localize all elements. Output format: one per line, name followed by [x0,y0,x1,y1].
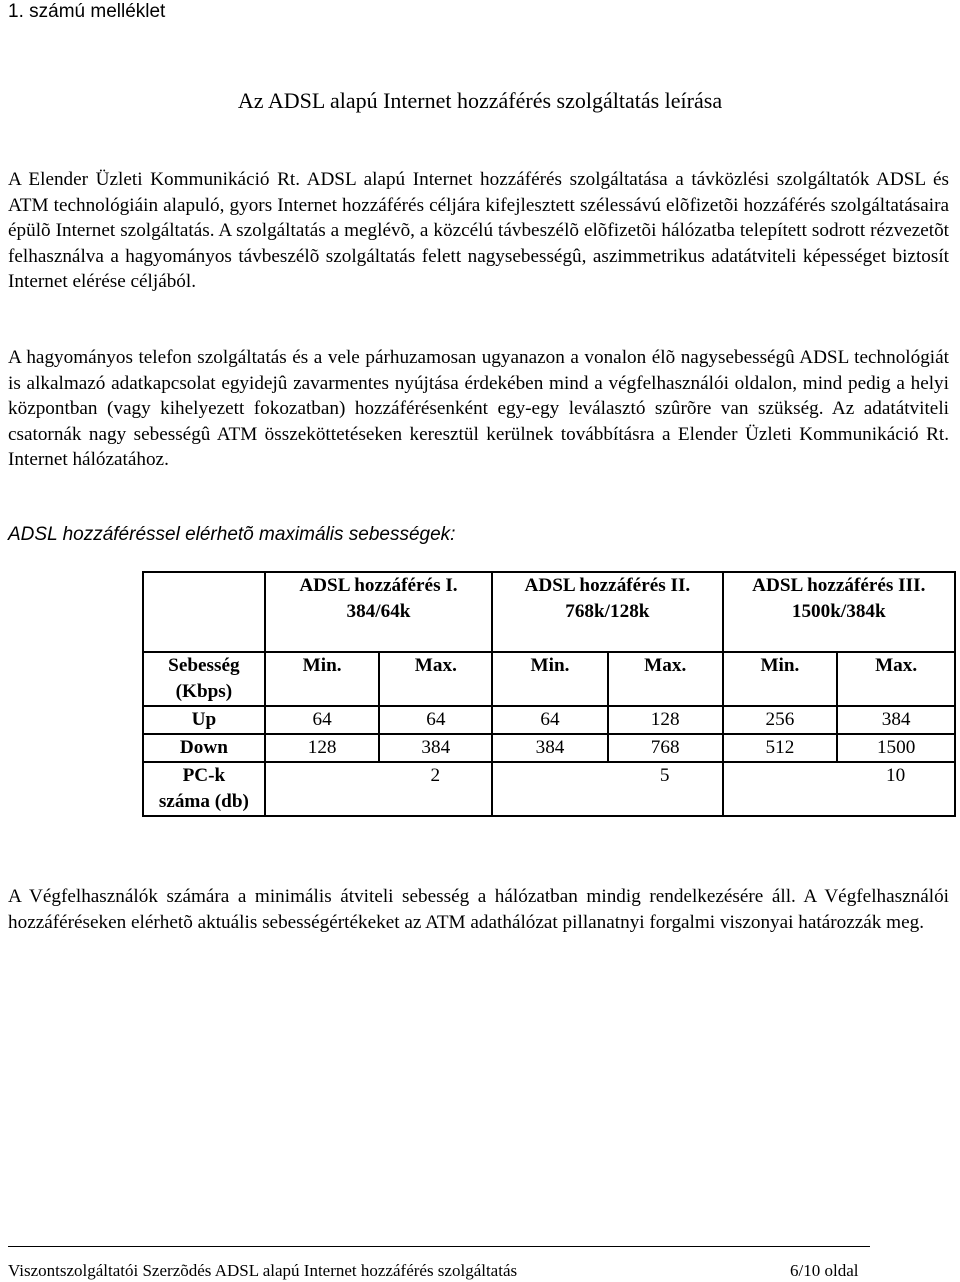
table-cell: 384 [837,706,955,734]
speed-unit-label: (Kbps) [175,681,233,702]
plan-1-rate: 384/64k [346,601,411,622]
min-header: Min. [265,652,380,706]
table-cell: 64 [379,706,492,734]
intro-paragraph: A Elender Üzleti Kommunikáció Rt. ADSL alapú Internet hozzáférés szolgáltatása a távközlési szolgáltatók ADSL és ATM technológiáin alapuló, gyors Internet hozzáférés céljára kifejlesztett szélessávú elõfizetõi hozzáférés szolgáltatásaira épülõ Internet szolgáltatás. A szolgáltatás a meglévõ, a közcélú távbeszélõ elõfizetõi hálózatba telepített sodrott rézvezetõt felhasználva a hagyományos távbeszélõ szolgáltatás felett nagysebességû, aszimmetrikus adatátviteli képességet biztosít Internet elérése céljából. [8,169,949,292]
table-cell: 384 [379,734,492,762]
footer-document-name: Viszontszolgáltatói Szerzõdés ADSL alapú Internet hozzáférés szolgáltatás [8,1261,518,1280]
row-label [143,762,265,816]
table-cell [265,762,380,816]
table-cell: 64 [492,706,608,734]
row-label-line-1: PC-k [182,765,226,786]
table-cell: 128 [608,706,723,734]
table-cell: 256 [723,706,838,734]
row-label: Down [143,734,265,762]
plan-2-name: ADSL hozzáférés II. [524,575,691,596]
table-cell [723,762,838,816]
footer-divider [8,1246,870,1247]
table-cell: 64 [265,706,380,734]
speed-label-cell [143,652,265,706]
row-label: Up [143,706,265,734]
footer-page-number: 6/10 oldal [790,1261,859,1280]
max-header: Max. [837,652,955,706]
table-cell: 1500 [837,734,955,762]
table-cell: 128 [265,734,380,762]
closing-paragraph: A Végfelhasználók számára a minimális átviteli sebesség a hálózatban mindig rendelkezésére áll. A Végfelhasználói hozzáféréseken elérhetõ aktuális sebességértékeket az ATM adathálózat pillanatnyi forgalmi viszonyai határozzák meg. [8,886,949,933]
annex-label: 1. számú melléklet [8,1,166,22]
table-corner-cell [143,572,265,625]
plan-1-header [265,572,492,625]
plan-2-rate: 768k/128k [565,601,650,622]
min-header: Min. [492,652,608,706]
table-cell: 384 [492,734,608,762]
row-label-line-2: száma (db) [158,791,249,812]
plan-3-rate: 1500k/384k [791,601,886,622]
table-caption: ADSL hozzáféréssel elérhetõ maximális sebességek: [8,524,456,545]
table-cell: 768 [608,734,723,762]
plan-1-name: ADSL hozzáférés I. [299,575,458,596]
table-row [143,762,955,816]
filter-paragraph: A hagyományos telefon szolgáltatás és a vele párhuzamosan ugyanazon a vonalon élõ nagysebességû ADSL technológiát is alkalmazó adatkapcsolat egyidejû zavarmentes nyújtása érdekében mind a végfelhasználói oldalon, mind pedig a helyi központban (vagy kihelyezett fokozatban) hozzáférésenként egy-egy leválasztó szûrõre van szükség. Az adatátviteli csatornák nagy sebességû ATM összeköttetéseken keresztül kerülnek továbbításra a Elender Üzleti Kommunikáció Rt. Internet hálózatához. [8,347,949,470]
table-row [143,706,955,734]
speed-label: Sebesség [168,655,240,676]
table-row [143,734,955,762]
max-header: Max. [608,652,723,706]
table-plan-header-row [143,572,955,625]
page-title: Az ADSL alapú Internet hozzáférés szolgáltatás leírása [237,88,723,113]
table-cell [492,762,608,816]
table-minmax-row [143,652,955,706]
table-cell: 512 [723,734,838,762]
plan-2-header [492,572,722,625]
speed-table [142,571,956,817]
table-cell: 10 [837,762,955,816]
plan-3-name: ADSL hozzáférés III. [752,575,926,596]
max-header: Max. [379,652,492,706]
plan-3-header [723,572,955,625]
table-cell: 5 [608,762,723,816]
min-header: Min. [723,652,838,706]
table-cell: 2 [379,762,492,816]
table-spacer-row [143,625,955,652]
